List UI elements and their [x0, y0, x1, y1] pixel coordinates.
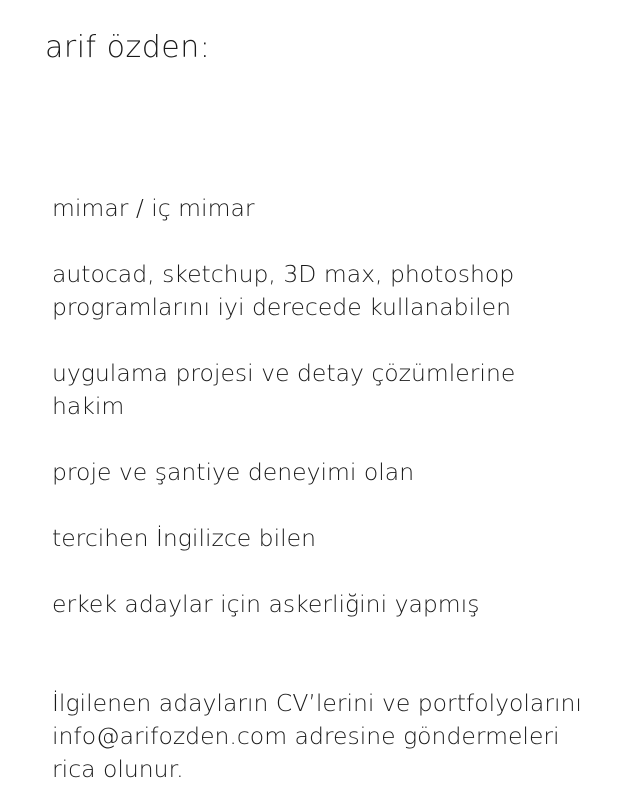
application-note — [52, 687, 632, 786]
requirement-line: autocad, sketchup, 3D max, photoshop — [52, 260, 515, 288]
requirement-item — [52, 192, 632, 225]
requirement-line: hakim — [52, 392, 125, 420]
application-note-line: rica olunur. — [52, 755, 184, 783]
requirement-item — [52, 588, 632, 621]
application-note-line: info@arifozden.com adresine göndermeleri — [52, 722, 560, 750]
requirement-line: mimar / iç mimar — [52, 194, 255, 222]
requirement-item — [52, 456, 632, 489]
requirement-item — [52, 357, 632, 423]
requirement-line: programlarını iyi derecede kullanabilen — [52, 293, 512, 321]
requirement-item — [52, 258, 632, 324]
requirement-item — [52, 522, 632, 555]
requirement-line: erkek adaylar için askerliğini yapmış — [52, 590, 480, 618]
page-title: arif özden: — [45, 30, 211, 65]
requirement-line: proje ve şantiye deneyimi olan — [52, 458, 415, 486]
application-note-line: İlgilenen adayların CV’lerini ve portfolyolarını — [52, 689, 582, 717]
requirement-line: uygulama projesi ve detay çözümlerine — [52, 359, 516, 387]
job-posting-body — [52, 192, 632, 786]
requirement-line: tercihen İngilizce bilen — [52, 524, 317, 552]
